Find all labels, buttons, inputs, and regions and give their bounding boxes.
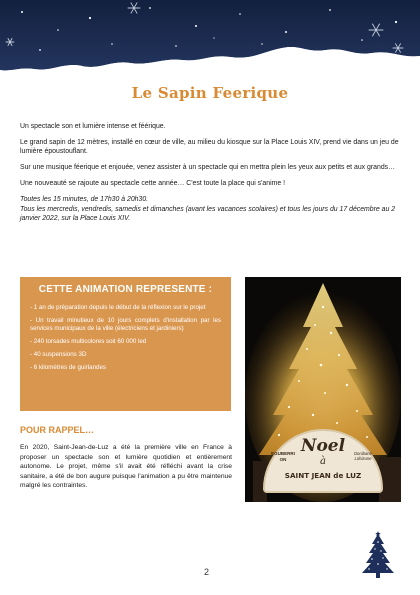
schedule-info [20,195,402,224]
page-title: Le Sapin Feerique [131,84,289,102]
list-item: - 6 kilomètres de guirlandes [30,364,107,372]
list-item: - 240 torsades multicolores soit 60 000 led [30,337,147,345]
sign-title: Noel [300,436,346,456]
sign-right-text: Donibane Lohizune [354,451,372,462]
intro-text [20,122,402,230]
snowy-night-sky-icon [0,0,420,78]
list-item: - 40 suspensions 3D [30,351,87,359]
rappel-heading: POUR RAPPEL… [20,425,95,435]
sign-subtitle: à [320,456,326,467]
noel-sign [263,429,383,493]
intro-paragraph: Sur une musique féerique et enjouée, venez assister à un spectacle qui en mettra plein les yeux aux petits et aux grands… [20,164,395,172]
header-snowy-sky [0,0,420,78]
intro-paragraph: Une nouveauté se rajoute au spectacle cette année… C'est toute la place qui s'anime ! [20,180,286,188]
page-number: 2 [204,567,210,577]
christmas-tree-photo [245,277,401,502]
animation-facts-box [20,277,231,411]
animation-list [30,304,221,372]
schedule-line: Tous les mercredis, vendredis, samedis et dimanches (avant les vacances scolaires) et tous les jours du 17 décembre au 2 janvier 2022, sur la Place Louis XIV. [20,205,396,223]
list-item: - Un travail minutieux de 10 jours complets d'installation par les services municipaux de la ville (électriciens et jardiniers) [30,317,221,332]
animation-heading: CETTE ANIMATION REPRESENTE : [38,284,213,295]
sign-left-text: EGUBERRI ON [271,451,295,462]
rappel-text: En 2020, Saint-Jean-de-Luz a été la première ville en France à proposer un spectacle son et lumière quotidien et entièrement autonome. Le projet, même s'il avait été réfléchi avant la crise sanitaire, a été de bon augure puisque l'animation a pu être maintenue malgré les contraintes. [20,444,232,489]
schedule-line: Toutes les 15 minutes, de 17h30 à 20h30. [20,196,149,204]
list-item: - 1 an de préparation depuis le début de la réflexion sur le projet [30,304,206,311]
intro-paragraph: Le grand sapin de 12 mètres, installé en cœur de ville, au milieu du kiosque sur la Place Louis XIV, prend vie dans un jeu de lumière époustouflant. [20,138,399,156]
intro-paragraph: Un spectacle son et lumière intense et féérique. [20,123,166,130]
sign-place: SAINT JEAN de LUZ [284,471,362,480]
christmas-tree-icon [358,531,398,579]
